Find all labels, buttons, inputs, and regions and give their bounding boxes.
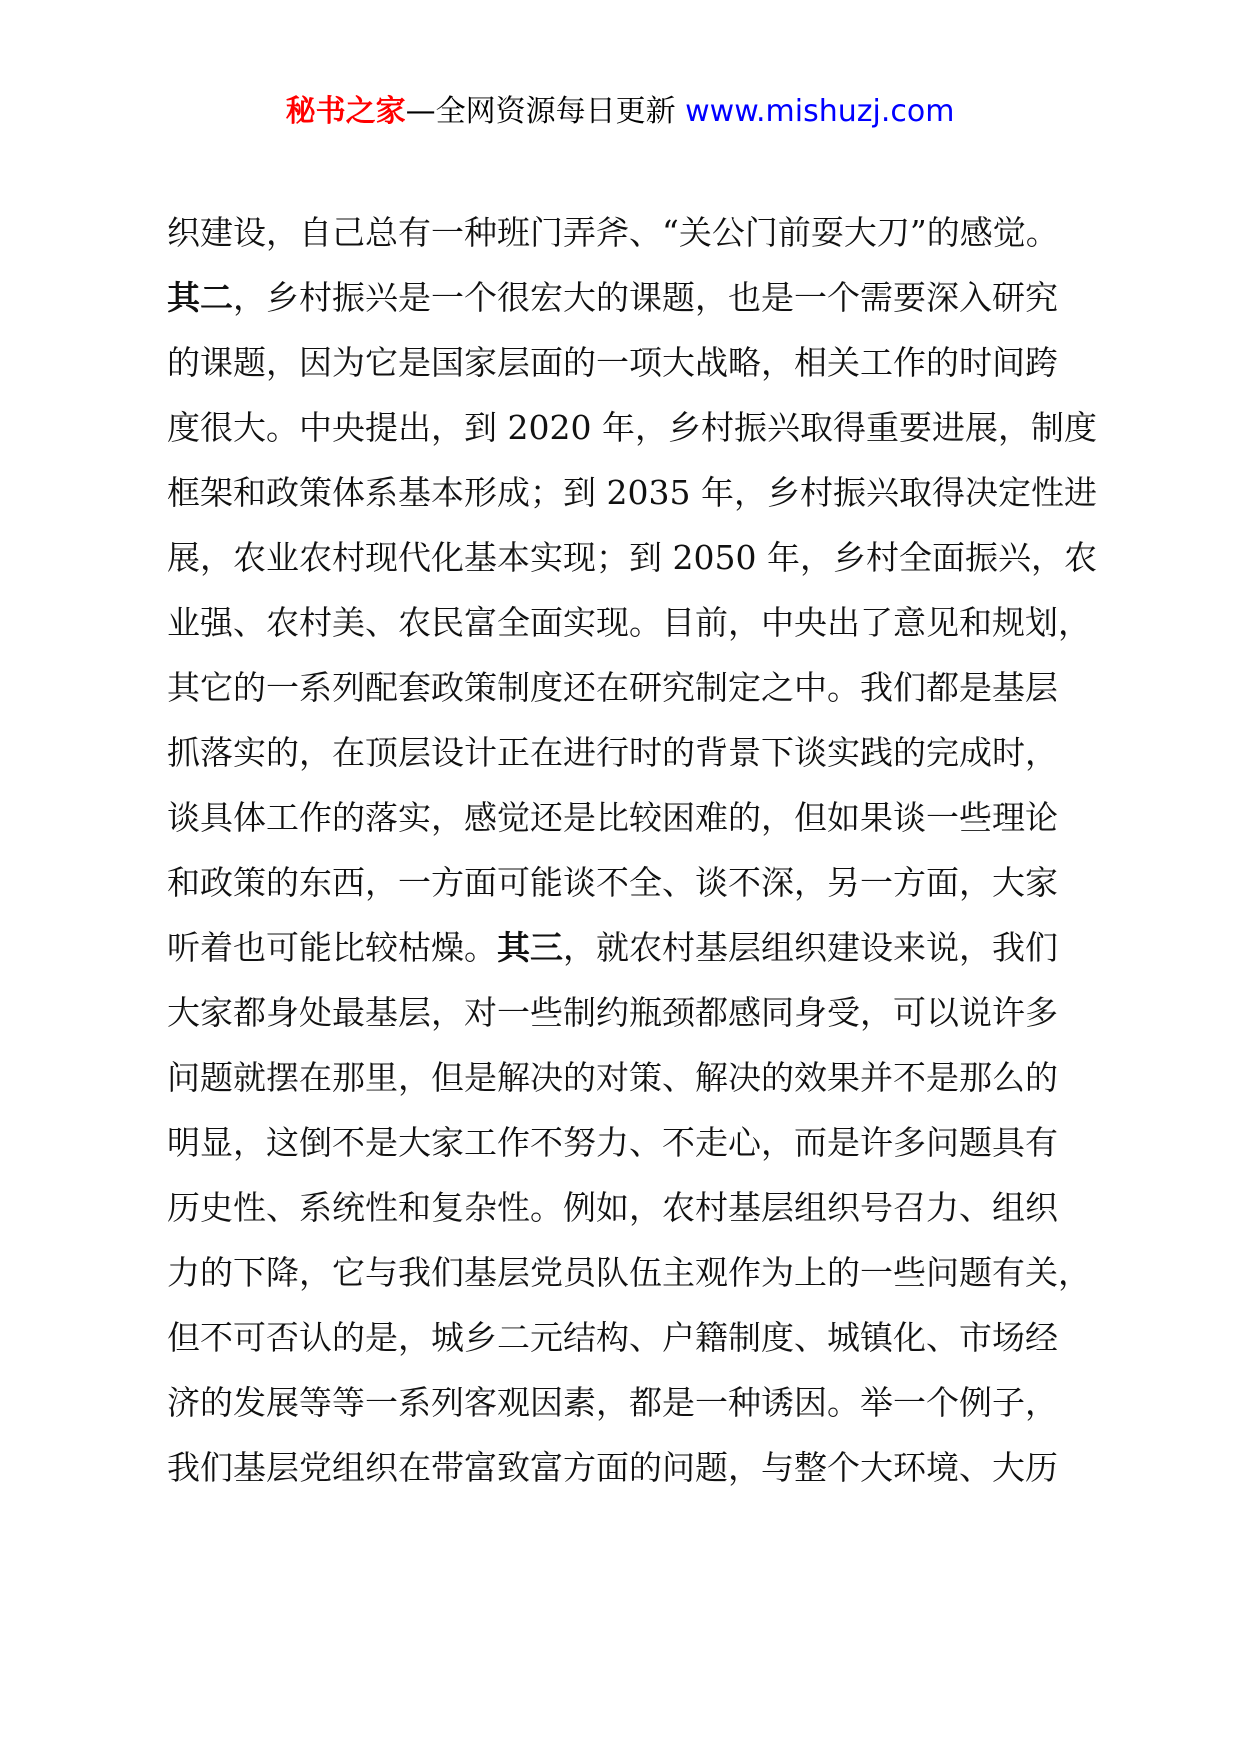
text-run: 度很大。中央提出，到 2020 年，乡村振兴取得重要进展，制度 bbox=[167, 408, 1097, 447]
document-body bbox=[167, 200, 1127, 1500]
text-run: 济的发展等等一系列客观因素，都是一种诱因。举一个例子， bbox=[167, 1383, 1058, 1422]
site-url[interactable]: www.mishuzj.com bbox=[685, 94, 955, 129]
text-line bbox=[167, 915, 1127, 980]
text-line bbox=[167, 395, 1127, 460]
text-run: ，乡村振兴是一个很宏大的课题，也是一个需要深入研究 bbox=[233, 278, 1058, 317]
text-run: 框架和政策体系基本形成；到 2035 年，乡村振兴取得决定性进 bbox=[167, 473, 1097, 512]
text-run: 我们基层党组织在带富致富方面的问题，与整个大环境、大历 bbox=[167, 1448, 1058, 1487]
text-line bbox=[167, 1305, 1127, 1370]
text-run: 大家都身处最基层，对一些制约瓶颈都感同身受，可以说许多 bbox=[167, 993, 1058, 1032]
text-run: 展，农业农村现代化基本实现；到 2050 年，乡村全面振兴，农 bbox=[167, 538, 1097, 577]
text-run: ，就农村基层组织建设来说，我们 bbox=[563, 928, 1058, 967]
text-line bbox=[167, 980, 1127, 1045]
text-line bbox=[167, 1110, 1127, 1175]
text-run: 问题就摆在那里，但是解决的对策、解决的效果并不是那么的 bbox=[167, 1058, 1058, 1097]
text-run: 力的下降，它与我们基层党员队伍主观作为上的一些问题有关， bbox=[167, 1253, 1091, 1292]
text-line bbox=[167, 1240, 1127, 1305]
text-run: 谈具体工作的落实，感觉还是比较困难的，但如果谈一些理论 bbox=[167, 798, 1058, 837]
lead-phrase: 其三 bbox=[497, 928, 563, 967]
text-line bbox=[167, 1175, 1127, 1240]
text-run: 业强、农村美、农民富全面实现。目前，中央出了意见和规划， bbox=[167, 603, 1091, 642]
text-line bbox=[167, 655, 1127, 720]
text-line bbox=[167, 200, 1127, 265]
lead-phrase: 其二 bbox=[167, 278, 233, 317]
text-line bbox=[167, 460, 1127, 525]
text-run: 抓落实的，在顶层设计正在进行时的背景下谈实践的完成时， bbox=[167, 733, 1058, 772]
text-line bbox=[167, 1435, 1127, 1500]
text-run: 其它的一系列配套政策制度还在研究制定之中。我们都是基层 bbox=[167, 668, 1058, 707]
text-line bbox=[167, 330, 1127, 395]
text-run: 织建设，自己总有一种班门弄斧、“关公门前耍大刀”的感觉。 bbox=[167, 213, 1059, 252]
text-line bbox=[167, 785, 1127, 850]
text-run: 听着也可能比较枯燥。 bbox=[167, 928, 497, 967]
brand-name: 秘书之家 bbox=[285, 94, 406, 129]
header-tagline: —全网资源每日更新 bbox=[405, 94, 686, 129]
text-run: 明显，这倒不是大家工作不努力、不走心，而是许多问题具有 bbox=[167, 1123, 1058, 1162]
text-line bbox=[167, 1370, 1127, 1435]
text-line bbox=[167, 850, 1127, 915]
text-line bbox=[167, 1045, 1127, 1110]
text-run: 和政策的东西，一方面可能谈不全、谈不深，另一方面，大家 bbox=[167, 863, 1058, 902]
text-run: 但不可否认的是，城乡二元结构、户籍制度、城镇化、市场经 bbox=[167, 1318, 1058, 1357]
text-line bbox=[167, 720, 1127, 785]
text-run: 的课题，因为它是国家层面的一项大战略，相关工作的时间跨 bbox=[167, 343, 1058, 382]
text-line bbox=[167, 525, 1127, 590]
text-line bbox=[167, 265, 1127, 330]
text-run: 历史性、系统性和复杂性。例如，农村基层组织号召力、组织 bbox=[167, 1188, 1058, 1227]
page-header bbox=[0, 92, 1240, 132]
text-line bbox=[167, 590, 1127, 655]
